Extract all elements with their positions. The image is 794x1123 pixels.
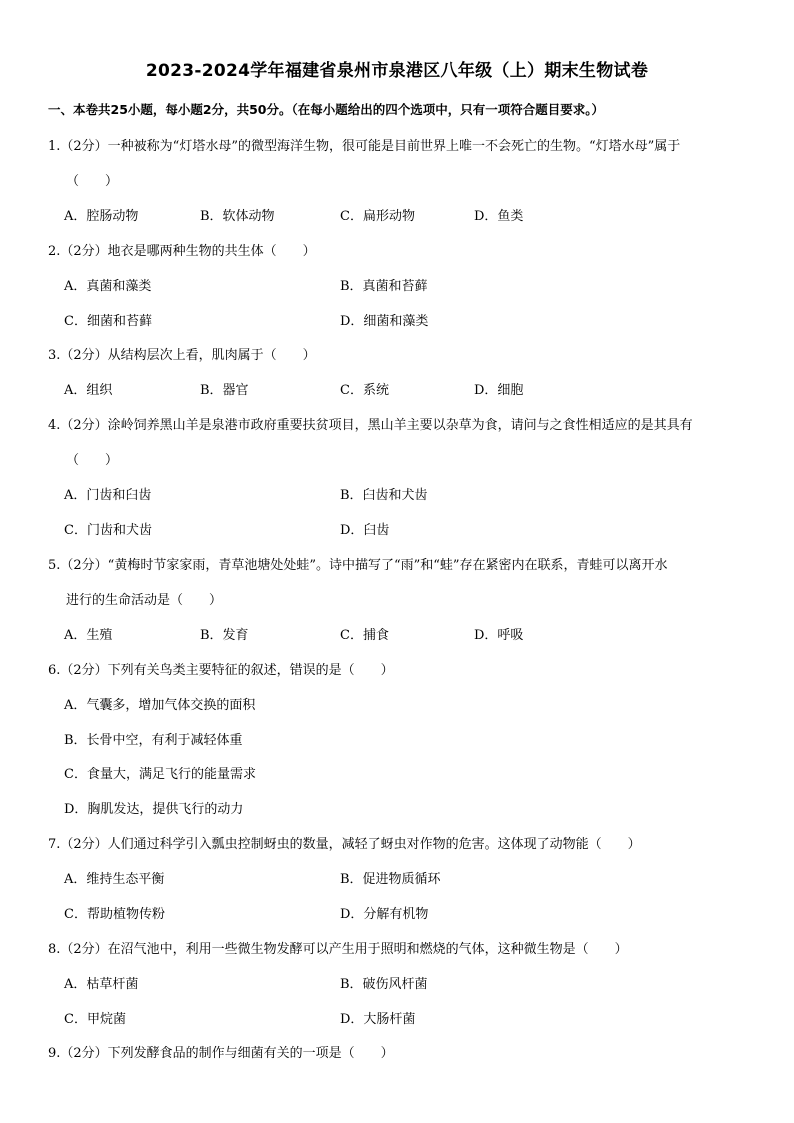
- question-6-stem: 6.（2分）下列有关鸟类主要特征的叙述，错误的是（ ）: [48, 663, 394, 678]
- question-2-stem: 2.（2分）地衣是哪两种生物的共生体（ ）: [48, 244, 316, 259]
- question-5-stem: 5.（2分）“黄梅时节家家雨，青草池塘处处蛙”。诗中描写了“雨”和“蛙”存在紧密内在联系，青蛙可以离开水: [48, 558, 668, 573]
- question-8-stem: 8.（2分）在沼气池中，利用一些微生物发酵可以产生用于照明和燃烧的气体，这种微生物是（ ）: [48, 942, 628, 957]
- question-4-option-b: B．臼齿和犬齿: [340, 488, 428, 503]
- question-4-option-c: C．门齿和犬齿: [64, 523, 152, 538]
- question-5-option-c: C．捕食: [340, 628, 389, 643]
- question-1-option-d: D．鱼类: [474, 209, 524, 224]
- question-3-stem: 3.（2分）从结构层次上看，肌肉属于（ ）: [48, 348, 316, 363]
- question-6-option-c: C．食量大，满足飞行的能量需求: [64, 767, 256, 782]
- question-3-option-b: B．器官: [200, 383, 249, 398]
- question-1-option-a: A．腔肠动物: [64, 209, 139, 224]
- question-1-continuation: （ ）: [66, 174, 119, 189]
- question-7-option-a: A．维持生态平衡: [64, 872, 165, 887]
- question-4-stem: 4.（2分）涂岭饲养黑山羊是泉港市政府重要扶贫项目，黑山羊主要以杂草为食，请问与之食性相适应的是其具有: [48, 418, 693, 433]
- question-2-option-a: A．真菌和藻类: [64, 279, 152, 294]
- question-1-option-b: B．软体动物: [200, 209, 275, 224]
- question-3-option-d: D．细胞: [474, 383, 524, 398]
- section-heading: 一、本卷共25小题，每小题2分，共50分。（在每小题给出的四个选项中，只有一项符合题目要求。）: [48, 102, 604, 117]
- page-title: 2023-2024学年福建省泉州市泉港区八年级（上）期末生物试卷: [145, 61, 649, 81]
- question-2-option-c: C．细菌和苔藓: [64, 314, 152, 329]
- question-2-option-d: D．细菌和藻类: [340, 314, 429, 329]
- question-4-continuation: （ ）: [66, 453, 119, 468]
- question-5-option-b: B．发育: [200, 628, 249, 643]
- question-8-option-d: D．大肠杆菌: [340, 1012, 416, 1027]
- question-4-option-a: A．门齿和臼齿: [64, 488, 152, 503]
- question-6-option-a: A．气囊多，增加气体交换的面积: [64, 698, 256, 713]
- question-6-option-b: B．长骨中空，有利于减轻体重: [64, 733, 243, 748]
- question-8-option-b: B．破伤风杆菌: [340, 977, 428, 992]
- question-1-stem: 1.（2分）一种被称为“灯塔水母”的微型海洋生物，很可能是目前世界上唯一不会死亡的生物。“灯塔水母”属于: [48, 139, 681, 154]
- question-5-option-a: A．生殖: [64, 628, 113, 643]
- question-7-option-c: C．帮助植物传粉: [64, 907, 165, 922]
- question-3-option-c: C．系统: [340, 383, 389, 398]
- question-2-option-b: B．真菌和苔藓: [340, 279, 428, 294]
- question-7-option-d: D．分解有机物: [340, 907, 429, 922]
- question-7-stem: 7.（2分）人们通过科学引入瓢虫控制蚜虫的数量，减轻了蚜虫对作物的危害。这体现了动物能（ ）: [48, 837, 641, 852]
- question-3-option-a: A．组织: [64, 383, 113, 398]
- question-6-option-d: D．胸肌发达，提供飞行的动力: [64, 802, 244, 817]
- question-4-option-d: D．臼齿: [340, 523, 390, 538]
- question-5-option-d: D．呼吸: [474, 628, 524, 643]
- question-8-option-c: C．甲烷菌: [64, 1012, 126, 1027]
- question-9-stem: 9.（2分）下列发酵食品的制作与细菌有关的一项是（ ）: [48, 1046, 394, 1061]
- question-8-option-a: A．枯草杆菌: [64, 977, 139, 992]
- question-1-option-c: C．扁形动物: [340, 209, 415, 224]
- question-5-continuation: 进行的生命活动是（ ）: [66, 593, 223, 608]
- question-7-option-b: B．促进物质循环: [340, 872, 441, 887]
